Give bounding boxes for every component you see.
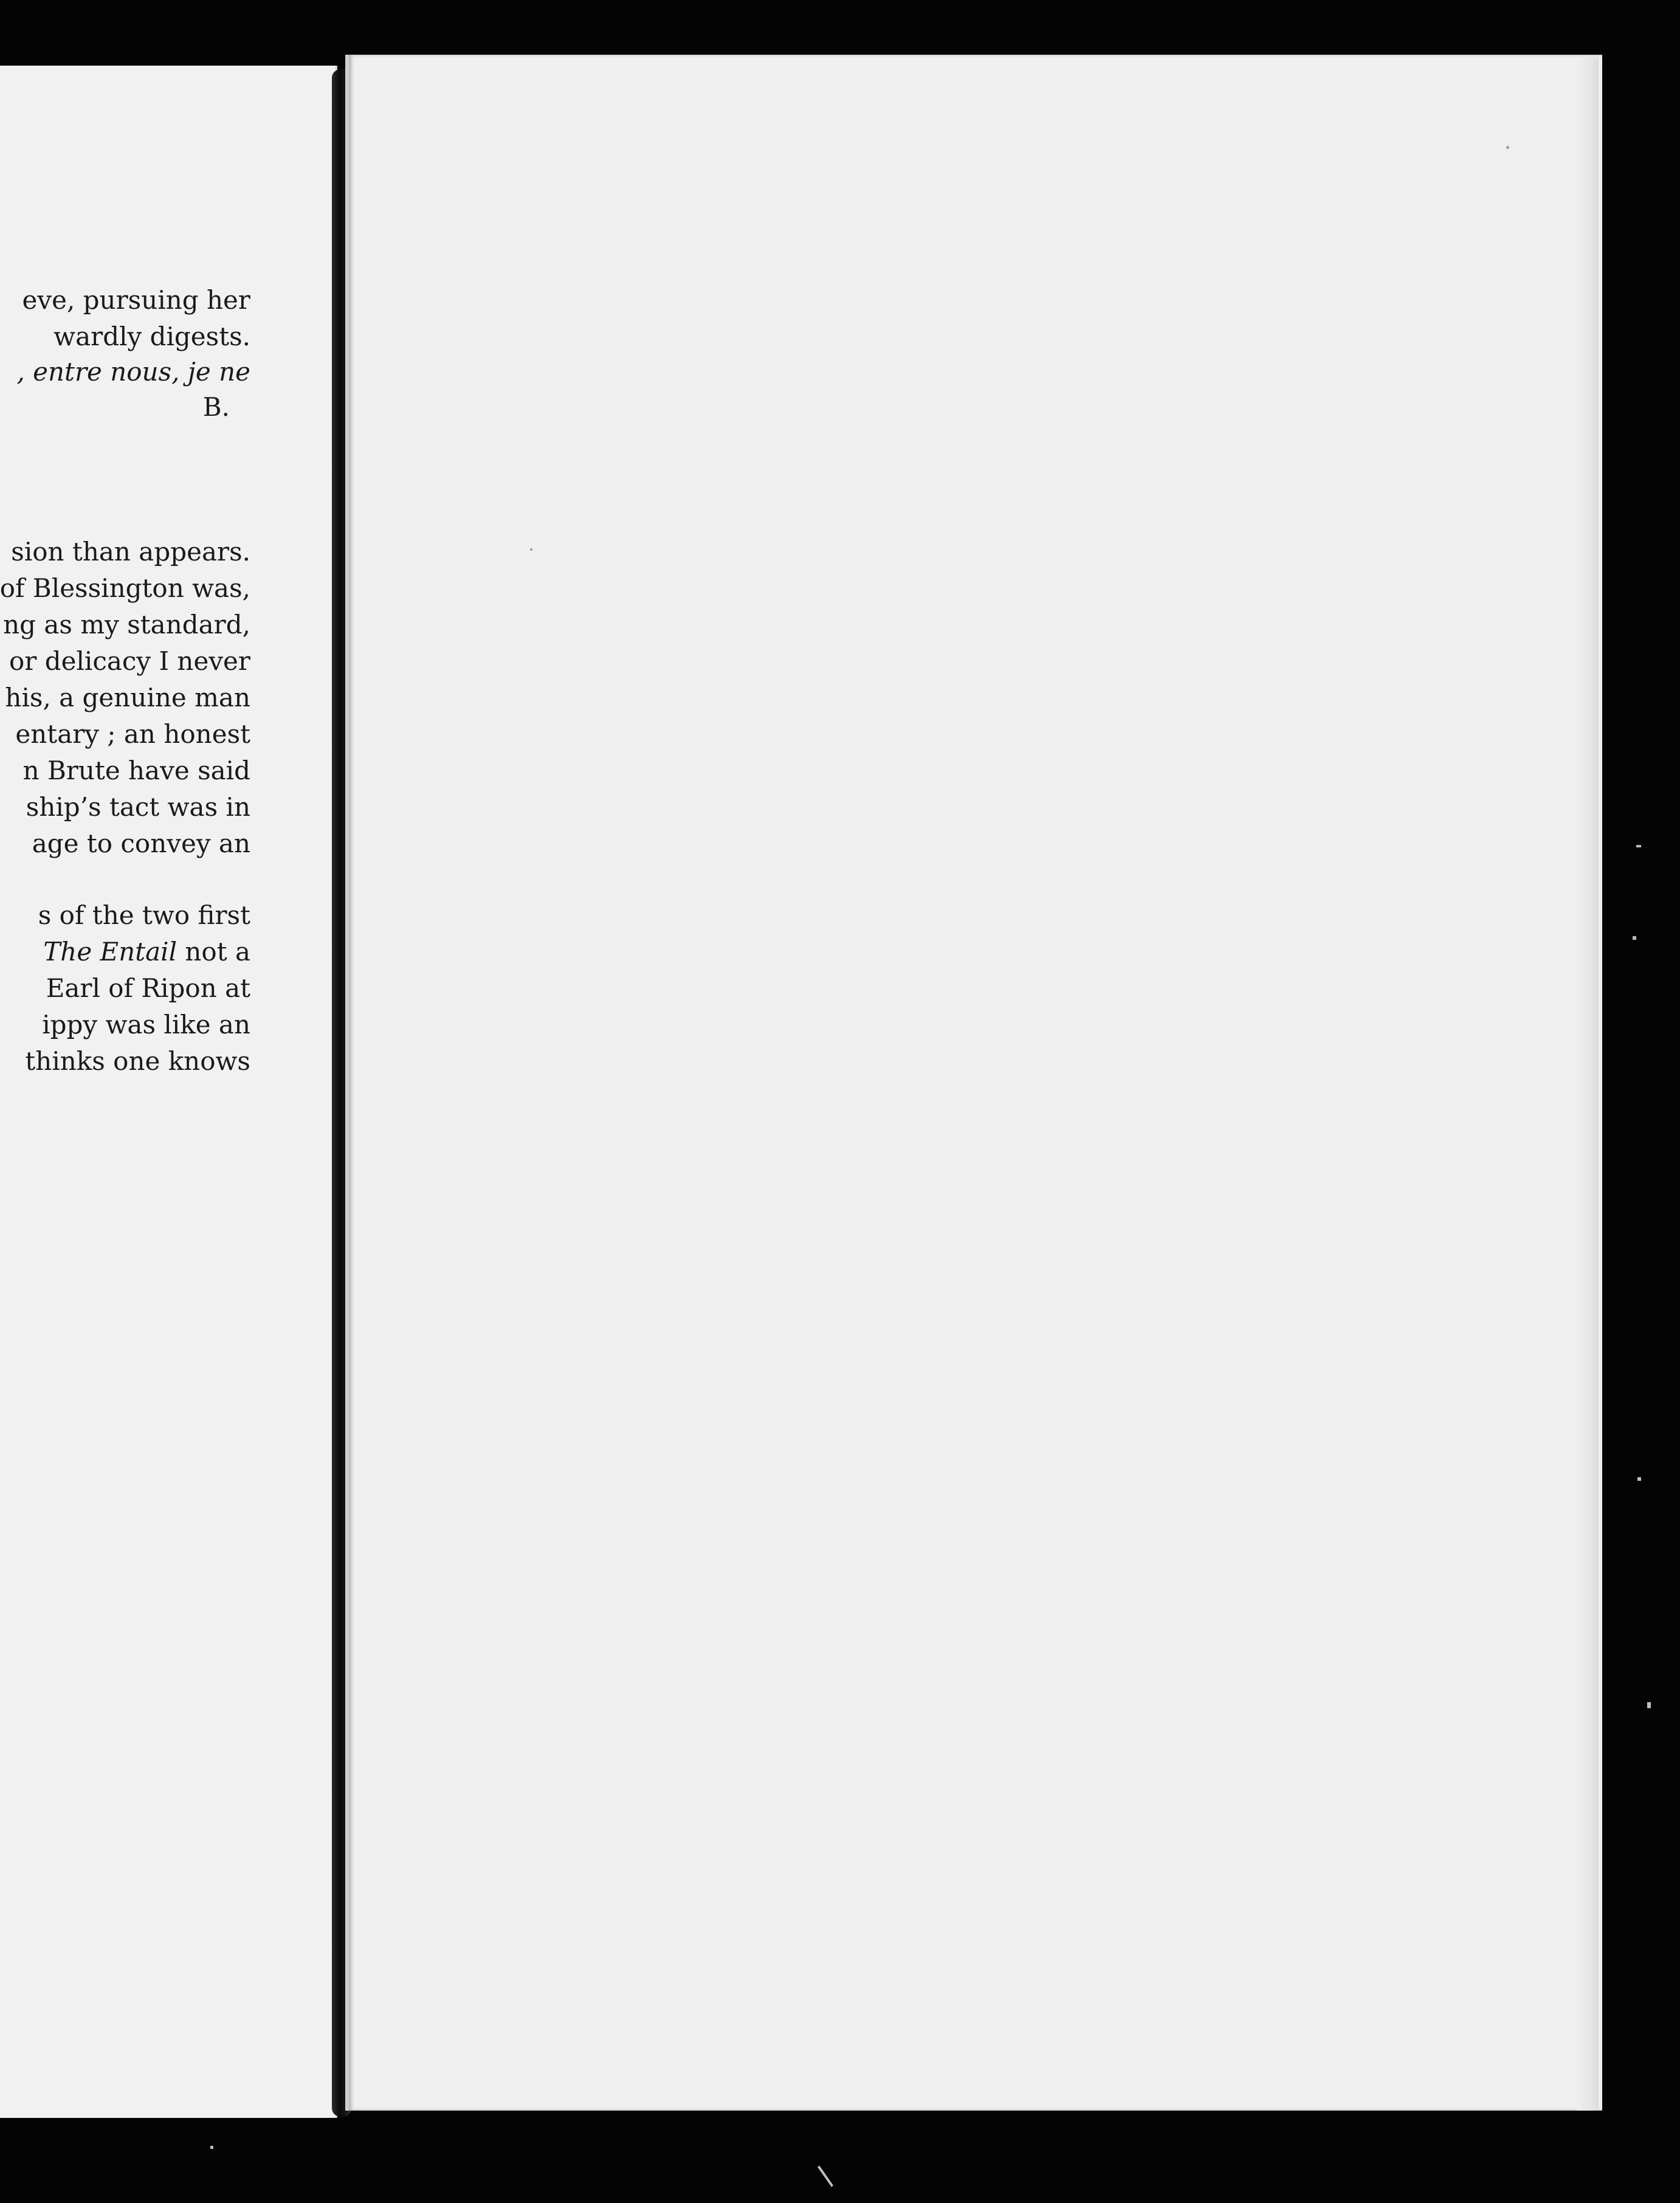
- text-line: entary ; an honest: [15, 719, 250, 749]
- text-line: B.: [202, 392, 230, 422]
- text-line: age to convey an: [32, 829, 250, 858]
- text-fragment: not a: [177, 937, 250, 967]
- text-line: or delicacy I never: [9, 646, 250, 676]
- text-line: s of the two first: [38, 900, 250, 930]
- right-page-blank: [345, 55, 1602, 2111]
- dust-speck: [530, 548, 532, 551]
- italic-title: The Entail: [43, 937, 177, 967]
- text-line: sion than appears.: [11, 537, 250, 567]
- text-line: Earl of Ripon at: [46, 973, 250, 1003]
- text-line: of Blessington was,: [0, 573, 250, 603]
- text-line: wardly digests.: [53, 322, 250, 351]
- text-line: thinks one knows: [25, 1046, 250, 1076]
- text-line: ship’s tact was in: [26, 792, 250, 822]
- edge-mark: [1636, 845, 1641, 847]
- text-line: ippy was like an: [42, 1010, 250, 1039]
- text-line: his, a genuine man: [5, 683, 250, 712]
- text-line: , entre nous, je ne: [16, 357, 250, 387]
- scratch-mark: [818, 2165, 833, 2187]
- dust-speck: [1506, 146, 1509, 149]
- edge-mark: [1647, 1702, 1651, 1708]
- text-line: n Brute have said: [22, 756, 250, 785]
- text-line: [43, 936, 250, 968]
- text-line: ng as my standard,: [3, 610, 250, 640]
- text-line: eve, pursuing her: [22, 285, 250, 315]
- edge-mark: [1633, 936, 1636, 940]
- edge-mark: [1637, 1477, 1641, 1481]
- left-page: [0, 66, 337, 2118]
- right-page-edge: [1577, 57, 1599, 2111]
- edge-mark: [210, 2146, 213, 2149]
